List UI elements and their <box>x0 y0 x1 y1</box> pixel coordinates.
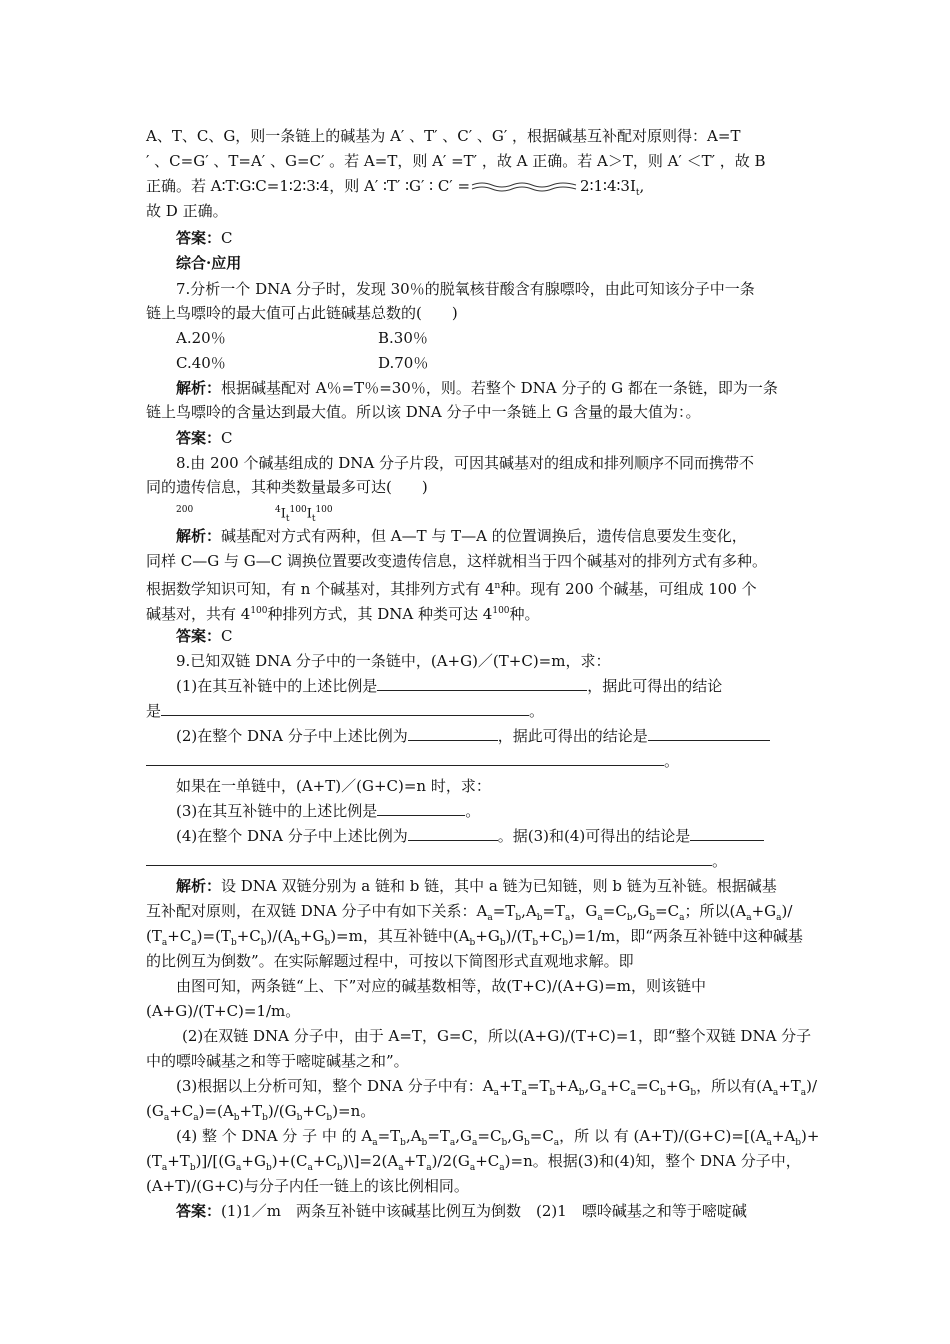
question-9-part-1 <box>176 676 846 696</box>
question-7-analysis <box>176 378 846 398</box>
question-9-stem: 9.已知双链 DNA 分子中的一条链中，(A+G)／(T+C)=m，求： <box>176 652 611 670</box>
question-9-analysis: 由图可知，两条链“上、下”对应的碱基数相等，故(T+C)/(A+G)=m，则该链中 <box>176 977 707 995</box>
question-7-analysis: 链上鸟嘌呤的含量达到最大值。所以该 DNA 分子中一条链上 G 含量的最大值为：。 <box>146 403 701 421</box>
blank-line <box>146 751 664 766</box>
text-fragment: 100 <box>289 505 307 515</box>
blank-line <box>146 851 712 866</box>
question-8-analysis: 同样 C—G 与 G—C 调换位置要改变遗传信息，这样就相当于四个碱基对的排列方式有多种。 <box>146 552 767 570</box>
question-8-stem: 8.由 200 个碱基组成的 DNA 分子片段，可因其碱基对的组成和排列顺序不同而携带不 <box>176 454 755 472</box>
text-line: 故 D 正确。 <box>146 202 228 220</box>
question-9-analysis: $(G_a+C_a)=(A_b+T_b)/(G_b+C_b)=n$。 <box>146 1102 376 1123</box>
question-9-part-1 <box>146 701 816 721</box>
question-9-analysis: (A+G)/(T+C)=1/m。 <box>146 1002 301 1020</box>
text-fragment: , <box>639 177 645 195</box>
question-7-stem: 链上鸟嘌呤的最大值可占此链碱基总数的( ) <box>146 304 458 322</box>
blank-line <box>161 701 529 716</box>
question-9-part-4 <box>176 826 846 846</box>
wavy-line-graphic <box>470 179 580 195</box>
text-fragment: I <box>280 506 286 522</box>
text-fragment: (4)在整个 DNA 分子中上述比例为 <box>176 827 408 845</box>
text-fragment: 是 <box>146 702 162 720</box>
question-9-analysis: 的比例互为倒数”。在实际解题过程中，可按以下简图形式直观地求解。即 <box>146 952 634 970</box>
text-fragment: 2∶1∶4∶3 <box>580 177 630 195</box>
section-heading: 综合·应用 <box>176 254 242 272</box>
answer-value: (1)1／m 两条互补链中该碱基比例互为倒数 (2)1 嘌呤碱基之和等于嘧啶碱 <box>221 1202 747 1220</box>
text-fragment: t <box>285 513 290 524</box>
analysis-text: 设 DNA 双链分别为 a 链和 b 链，其中 a 链为已知链，则 b 链为互补链。根据碱基 <box>221 877 777 895</box>
question-8-stem: 同的遗传信息，其种类数量最多可达( ) <box>146 478 428 496</box>
question-9-part-2 <box>176 726 846 746</box>
text-fragment: I <box>306 506 312 522</box>
text-fragment: (T <box>146 927 162 945</box>
text-fragment: (T <box>146 1152 162 1170</box>
text-fragment: (1)在其互补链中的上述比例是 <box>176 677 378 695</box>
option-c: C.40％ <box>176 354 226 372</box>
analysis-label: 解析： <box>176 527 222 545</box>
answer-label: 答案： <box>176 1202 222 1220</box>
text-fragment: I <box>629 177 636 195</box>
text-fragment: 。 <box>664 752 680 770</box>
text-fragment: 。 <box>529 702 545 720</box>
text-fragment: 100 <box>250 606 268 616</box>
question-9-analysis <box>176 876 846 896</box>
question-8-analysis <box>176 526 846 546</box>
text-fragment: t <box>311 513 316 524</box>
text-line <box>146 176 816 203</box>
question-8-analysis <box>146 601 816 624</box>
text-fragment: ，据此可得出的结论 <box>587 677 723 695</box>
option-fragment: 200 <box>176 505 194 515</box>
blank-line <box>377 801 465 816</box>
answer-label: 答案： <box>176 627 222 645</box>
option-fragment <box>275 500 375 529</box>
question-9-part-3 <box>176 801 846 821</box>
answer-label: 答案： <box>176 229 222 247</box>
analysis-text: 碱基配对方式有两种，但 A—T 与 T—A 的位置调换后，遗传信息要发生变化， <box>221 527 747 545</box>
blank-line <box>648 726 770 741</box>
option-a: A.20％ <box>176 329 226 347</box>
analysis-text: 根据碱基配对 A％=T％=30％，则。若整个 DNA 分子的 G 都在一条链，即为一条 <box>221 379 778 397</box>
question-9-analysis: 中的嘌呤碱基之和等于嘧啶碱基之和”。 <box>146 1052 409 1070</box>
answer-label: 答案： <box>176 429 222 447</box>
text-fragment: 种。现有 200 个碱基，可组成 100 个 <box>500 580 757 598</box>
answer-6 <box>176 228 846 248</box>
text-fragment: (2)在整个 DNA 分子中上述比例为 <box>176 727 408 745</box>
option-d: D.70％ <box>378 354 429 372</box>
text-fragment: 100 <box>315 505 333 515</box>
text-fragment: 种排列方式，其 DNA 种类可达 4 <box>267 605 493 623</box>
text-fragment: 。据(3)和(4)可得出的结论是 <box>497 827 691 845</box>
text-fragment: 100 <box>492 606 510 616</box>
question-7-stem: 7.分析一个 DNA 分子时，发现 30％的脱氧核苷酸含有腺嘌呤，由此可知该分子中一条 <box>176 280 755 298</box>
text-fragment: 。 <box>712 852 728 870</box>
text-fragment: 碱基对，共有 4 <box>146 605 251 623</box>
question-9-part-4 <box>146 851 816 871</box>
answer-value: C <box>221 627 233 645</box>
text-fragment: 4 <box>275 505 281 515</box>
text-fragment: 种。 <box>509 605 540 623</box>
question-9-analysis: 互补配对原则，在双链 DNA 分子中有如下关系：$A_a=T_b,A_b=T_a$，$G_a=C_b,G_b=C_a$；所以$(A_a+G_a)/$ <box>146 902 793 923</box>
analysis-label: 解析： <box>176 379 222 397</box>
answer-9 <box>176 1201 846 1221</box>
question-9-analysis: (4) 整 个 DNA 分 子 中 的 $A_a=T_b,A_b=T_a,G_a=C_b,G_b=C_a$，所 以 有 $(A+T)/(G+C)=[(A_a+A_b)+$ <box>176 1127 820 1148</box>
question-8-analysis <box>146 576 816 599</box>
blank-line <box>377 676 587 691</box>
blank-line <box>408 726 498 741</box>
question-9-analysis: $(T_a+C_a)=(T_b+C_b)/(A_b+G_b)=m$，其互补链中$(A_b+G_b)/(T_b+C_b)=1/m$，即“两条互补链中这种碱基 <box>146 927 803 948</box>
question-9-analysis: (A+T)/(G+C)与分子内任一链上的该比例相同。 <box>146 1177 469 1195</box>
answer-7 <box>176 428 846 448</box>
text-fragment: ，据此可得出的结论是 <box>497 727 648 745</box>
question-9-condition: 如果在一单链中，(A+T)／(G+C)=n 时，求： <box>176 777 491 795</box>
text-fragment: 正确。若 A∶T∶G∶C=1∶2∶3∶4，则 A′ ∶T′ ∶G′ ∶ C′ = <box>146 177 471 195</box>
answer-value: C <box>221 429 233 447</box>
option-b: B.30％ <box>378 329 428 347</box>
text-fragment: 互补配对原则，在双链 DNA 分子中有如下关系：A <box>146 902 488 920</box>
question-9-analysis: (2)在双链 DNA 分子中，由于 A=T，G=C，所以(A+G)/(T+C)=1，即“整个双链 DNA 分子 <box>182 1027 812 1045</box>
question-9-analysis: (3)根据以上分析可知，整个 DNA 分子中有：$A_a+T_a=T_b+A_b,G_a+C_a=C_b+G_b$，所以有$(A_a+T_a)/$ <box>176 1077 818 1098</box>
answer-value: C <box>221 229 233 247</box>
question-9-part-2 <box>146 751 816 771</box>
text-fragment: (G <box>146 1102 164 1120</box>
text-fragment: 。 <box>465 802 481 820</box>
blank-line <box>408 826 498 841</box>
text-line: ′ 、C=G′ 、T=A′ 、G=C′ 。若 A=T，则 A′ =T′ ，故 A 正确。若 A＞T，则 A′ ＜T′ ，故 B <box>146 152 766 170</box>
text-fragment: (3)在其互补链中的上述比例是 <box>176 802 378 820</box>
blank-line <box>690 826 764 841</box>
text-fragment: t <box>635 188 640 198</box>
analysis-label: 解析： <box>176 877 222 895</box>
answer-8 <box>176 626 846 646</box>
text-fragment: n <box>494 581 501 591</box>
text-fragment: (4) 整 个 DNA 分 子 中 的 A <box>176 1127 373 1145</box>
text-fragment: 根据数学知识可知，有 n 个碱基对，其排列方式有 4 <box>146 580 495 598</box>
question-9-analysis: $(T_a+T_b)]/[(G_a+G_b)+(C_a+C_b)\backslash]=2(A_a+T_a)/2(G_a+C_a)=n$。根据(3)和(4)知，整个 DNA 分子中， <box>146 1152 801 1173</box>
text-fragment: (3)根据以上分析可知，整个 DNA 分子中有：A <box>176 1077 494 1095</box>
text-line: A、T、C、G，则一条链上的碱基为 A′ 、T′ 、C′ 、G′ ，根据碱基互补配对原则得：A=T <box>146 127 741 145</box>
